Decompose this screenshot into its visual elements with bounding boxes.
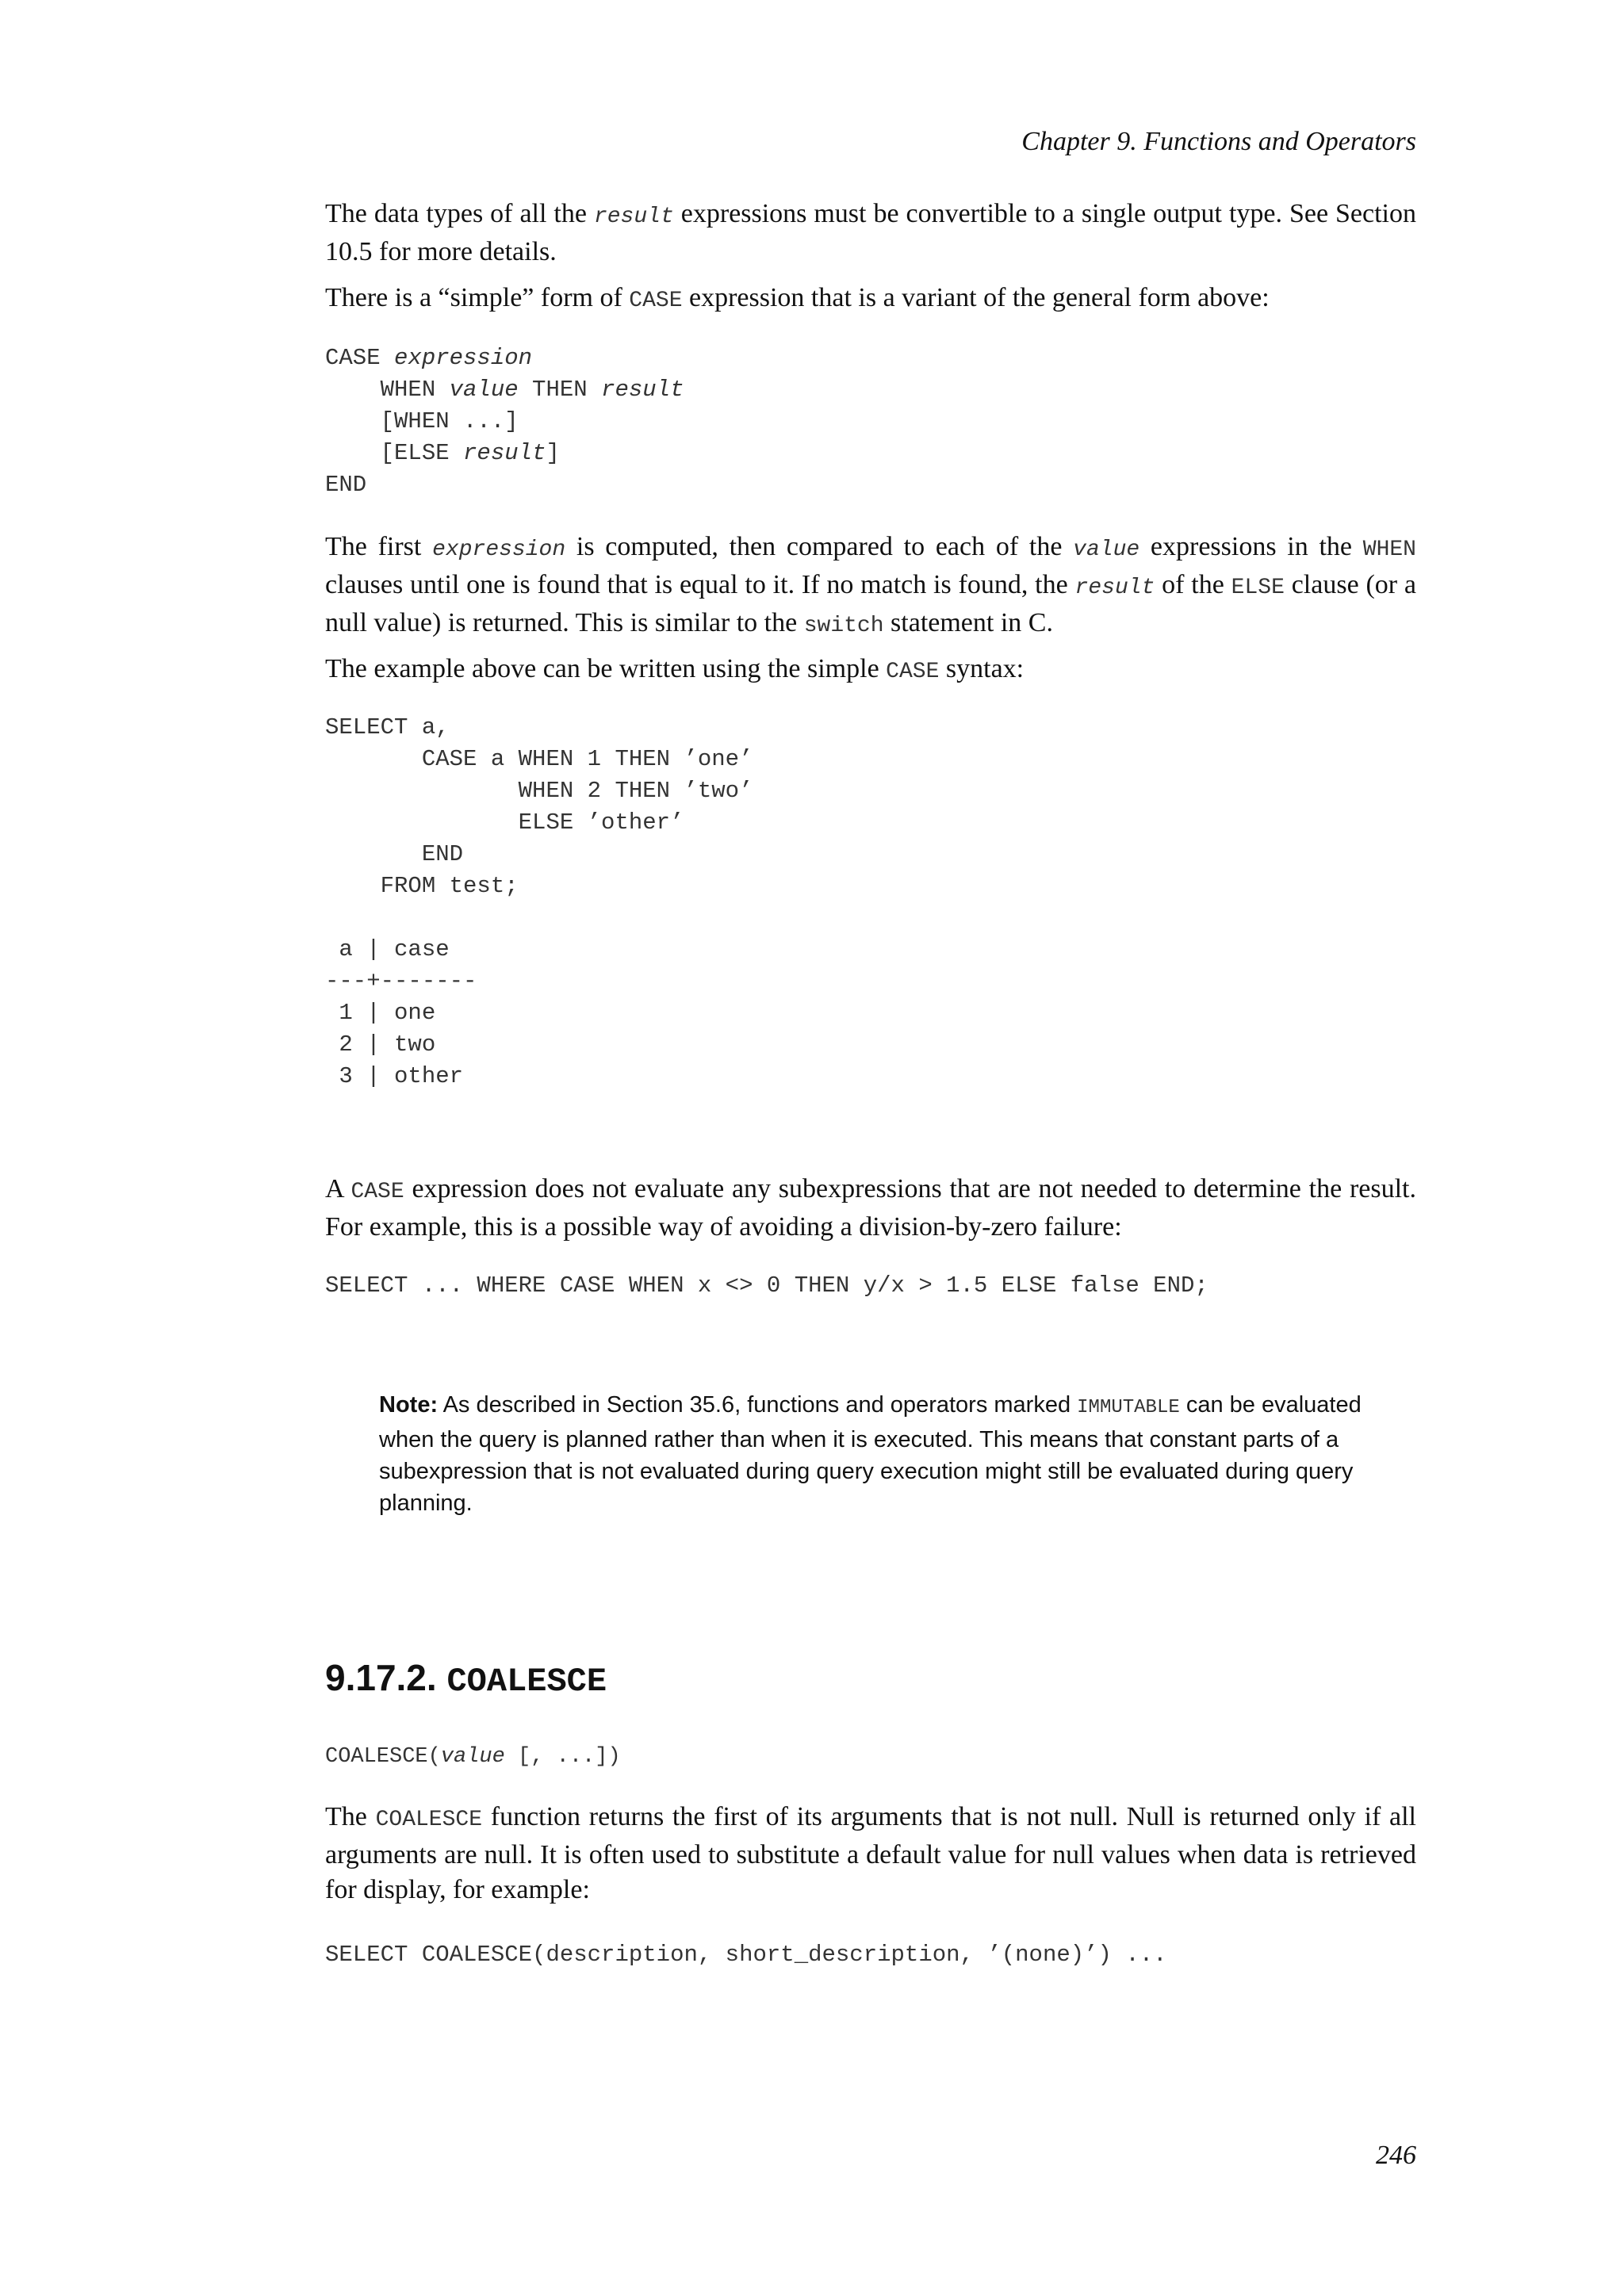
paragraph-simple-form: [325, 281, 1416, 319]
paragraph-example-intro: The example above can be written using the simple CASE syntax:: [325, 654, 1025, 684]
section-number: 9.17.2.: [325, 1657, 447, 1698]
paragraph-case-semantics: The first expression is computed, then compared to each of the value expressions in the WHEN clauses until one is found that is equal to it. If no match is found, the result of the ELSE clause (or a null value) is returned. This is similar to the switch statement in C.: [325, 532, 1417, 638]
text: The data types of all the: [325, 199, 594, 228]
example-division-block: SELECT ... WHERE CASE WHEN x <> 0 THEN y/x > 1.5 ELSE false END;: [325, 1272, 1208, 1299]
text: expression that is a variant of the general form above:: [682, 283, 1270, 312]
note-box: Note: As described in Section 35.6, functions and operators marked IMMUTABLE can be evaluated when the query is planned rather than when it is executed. This means that constant parts of a subexpression that is not evaluated during query execution might still be evaluated during query planning.: [379, 1392, 1362, 1516]
section-title: COALESCE: [446, 1663, 607, 1701]
syntax-coalesce-block: COALESCE(value [, ...]): [325, 1745, 621, 1769]
section-heading: [325, 1655, 607, 1704]
page-number: 246: [1376, 2141, 1416, 2170]
code-result: result: [593, 205, 674, 229]
example-coalesce-block: SELECT COALESCE(description, short_description, ’(none)’) ...: [325, 1942, 1167, 1968]
paragraph-coalesce: The COALESCE function returns the first of its arguments that is not null. Null is returned only if all arguments are null. It is often used to substitute a default value for null values when data is retrieved for display, for example:: [325, 1802, 1416, 1904]
syntax-case-block: CASE expression WHEN value THEN result [WHEN ...] [ELSE result] END: [325, 345, 684, 498]
paragraph-subexpressions: A CASE expression does not evaluate any subexpressions that are not needed to determine the result. For example, this is a possible way of avoiding a division-by-zero failure:: [325, 1174, 1416, 1242]
text: expressions must be convertible to a single output type. See Section 10.5 for more details.: [325, 199, 1416, 266]
paragraph-result-types: [325, 197, 1416, 270]
running-head: Chapter 9. Functions and Operators: [1021, 127, 1416, 156]
code-case: CASE: [629, 289, 683, 313]
example-query-block: SELECT a, CASE a WHEN 1 THEN ’one’ WHEN 2 THEN ’two’ ELSE ’other’ END FROM test; a | case ---+------- 1 | one 2 | two 3 | other: [325, 714, 753, 1089]
note-label: Note:: [379, 1392, 439, 1418]
text: There is a “simple” form of: [325, 283, 630, 312]
